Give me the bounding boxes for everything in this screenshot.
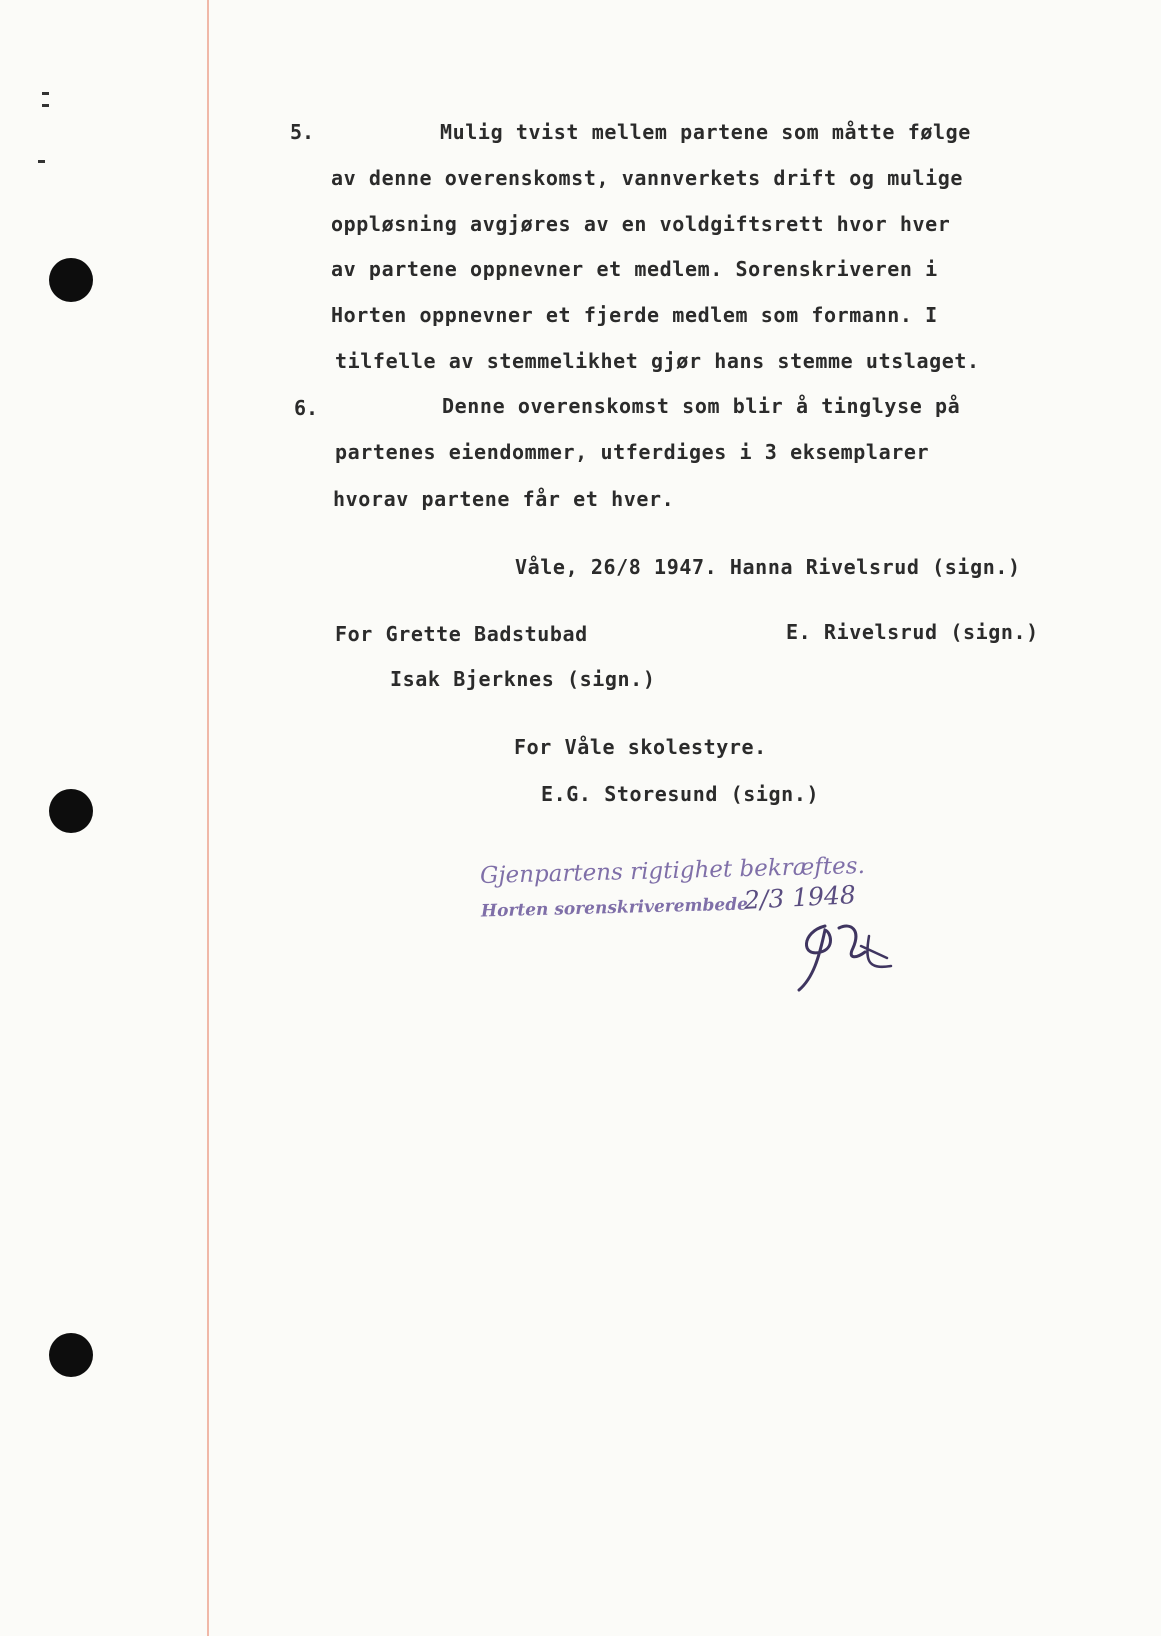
clause-5-line: av denne overenskomst, vannverkets drift og mulige bbox=[331, 166, 964, 190]
punch-hole bbox=[49, 258, 93, 302]
clause-5-line: oppløsning avgjøres av en voldgiftsrett hvor hver bbox=[331, 212, 951, 236]
signatory-grette: For Grette Badstubad bbox=[335, 622, 588, 646]
punch-hole bbox=[49, 789, 93, 833]
clause-5-number: 5. bbox=[290, 120, 315, 144]
clause-5-line: Mulig tvist mellem partene som måtte følge bbox=[440, 120, 971, 144]
stamp-handwritten-date: 2/3 1948 bbox=[743, 880, 857, 915]
punch-hole bbox=[49, 1333, 93, 1377]
certification-stamp-line-2: Horten sorenskriverembede bbox=[480, 894, 749, 922]
edge-mark bbox=[42, 92, 49, 95]
signatory-e-rivelsrud: E. Rivelsrud (sign.) bbox=[786, 620, 1039, 644]
clause-6-line: partenes eiendommer, utferdiges i 3 eksemplarer bbox=[335, 440, 930, 464]
certification-stamp-line-1: Gjenpartens rigtighet bekræftes. bbox=[479, 852, 866, 890]
margin-rule bbox=[207, 0, 209, 1636]
handwritten-initials-signature bbox=[795, 918, 905, 998]
clause-6-line: Denne overenskomst som blir å tinglyse på bbox=[442, 394, 961, 418]
clause-5-line: Horten oppnevner et fjerde medlem som formann. I bbox=[331, 303, 938, 327]
signatory-storesund: E.G. Storesund (sign.) bbox=[541, 782, 820, 806]
clause-5-line: tilfelle av stemmelikhet gjør hans stemme utslaget. bbox=[335, 349, 980, 373]
clause-6-line: hvorav partene får et hver. bbox=[333, 487, 675, 511]
signatory-isak-bjerknes: Isak Bjerknes (sign.) bbox=[390, 667, 656, 691]
signatory-school-board: For Våle skolestyre. bbox=[514, 735, 767, 759]
edge-mark bbox=[38, 160, 45, 163]
place-date-line: Våle, 26/8 1947. Hanna Rivelsrud (sign.) bbox=[515, 555, 1021, 579]
clause-5-line: av partene oppnevner et medlem. Sorenskriveren i bbox=[331, 257, 938, 281]
edge-mark bbox=[42, 104, 49, 107]
clause-6-number: 6. bbox=[294, 396, 319, 420]
